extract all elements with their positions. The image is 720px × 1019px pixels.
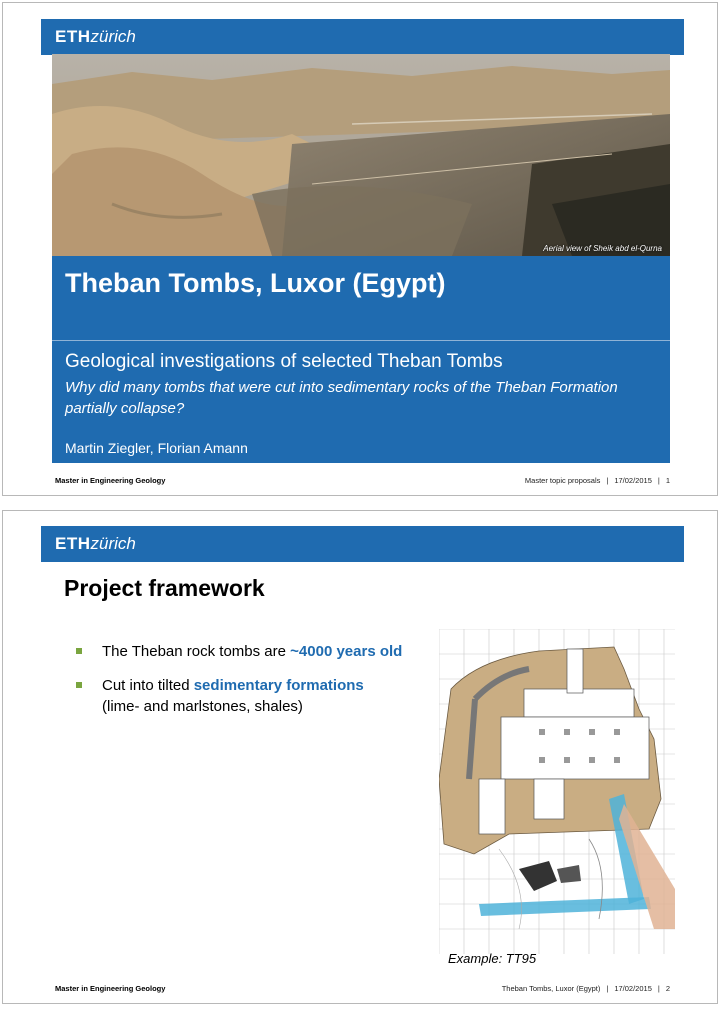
slide-footer — [52, 982, 670, 996]
bullet-text-continued: (lime- and marlstones, shales) — [102, 698, 303, 715]
slide-2 — [2, 510, 718, 1004]
slide-title: Project framework — [64, 575, 265, 601]
eth-logo: ETHzürich — [55, 534, 136, 553]
title-panel — [52, 256, 670, 463]
footer-meta: Theban Tombs, Luxor (Egypt) | 17/02/2015 | 2 — [501, 984, 670, 993]
slide-footer — [52, 474, 670, 488]
footer-date: 17/02/2015 — [614, 984, 652, 993]
footer-topic: Master topic proposals — [524, 476, 601, 485]
bullet-list — [73, 641, 402, 730]
bullet-highlight: sedimentary formations — [193, 677, 364, 694]
tomb-plan-figure — [439, 629, 675, 954]
bullet-text: Cut into tilted — [102, 677, 194, 694]
slide-1 — [2, 2, 718, 496]
footer-program: Master in Engineering Geology — [55, 476, 166, 485]
authors: Martin Ziegler, Florian Amann — [65, 440, 248, 456]
footer-meta: Master topic proposals | 17/02/2015 | 1 — [524, 476, 670, 485]
aerial-photo — [52, 54, 670, 256]
presentation-title: Theban Tombs, Luxor (Egypt) — [65, 268, 446, 298]
bullet-highlight: ~4000 years old — [290, 643, 403, 660]
title-divider — [52, 340, 670, 341]
eth-header-bar — [41, 526, 684, 562]
eth-logo: ETHzürich — [55, 27, 136, 46]
footer-program: Master in Engineering Geology — [55, 984, 166, 993]
bullet-item — [73, 641, 402, 662]
footer-date: 17/02/2015 — [614, 476, 652, 485]
footer-page-number: 2 — [665, 984, 670, 993]
footer-topic: Theban Tombs, Luxor (Egypt) — [501, 984, 601, 993]
photo-caption: Aerial view of Sheik abd el-Qurna — [543, 244, 662, 253]
eth-header-bar — [41, 19, 684, 55]
bullet-item — [73, 675, 402, 717]
bullet-square-icon — [76, 648, 82, 654]
bullet-square-icon — [76, 682, 82, 688]
figure-caption: Example: TT95 — [448, 951, 537, 966]
research-question: Why did many tombs that were cut into sedimentary rocks of the Theban Formation partially collapse? — [65, 379, 618, 417]
presentation-subtitle: Geological investigations of selected Theban Tombs — [65, 351, 503, 372]
footer-page-number: 1 — [665, 476, 670, 485]
bullet-text: The Theban rock tombs are — [102, 643, 291, 660]
